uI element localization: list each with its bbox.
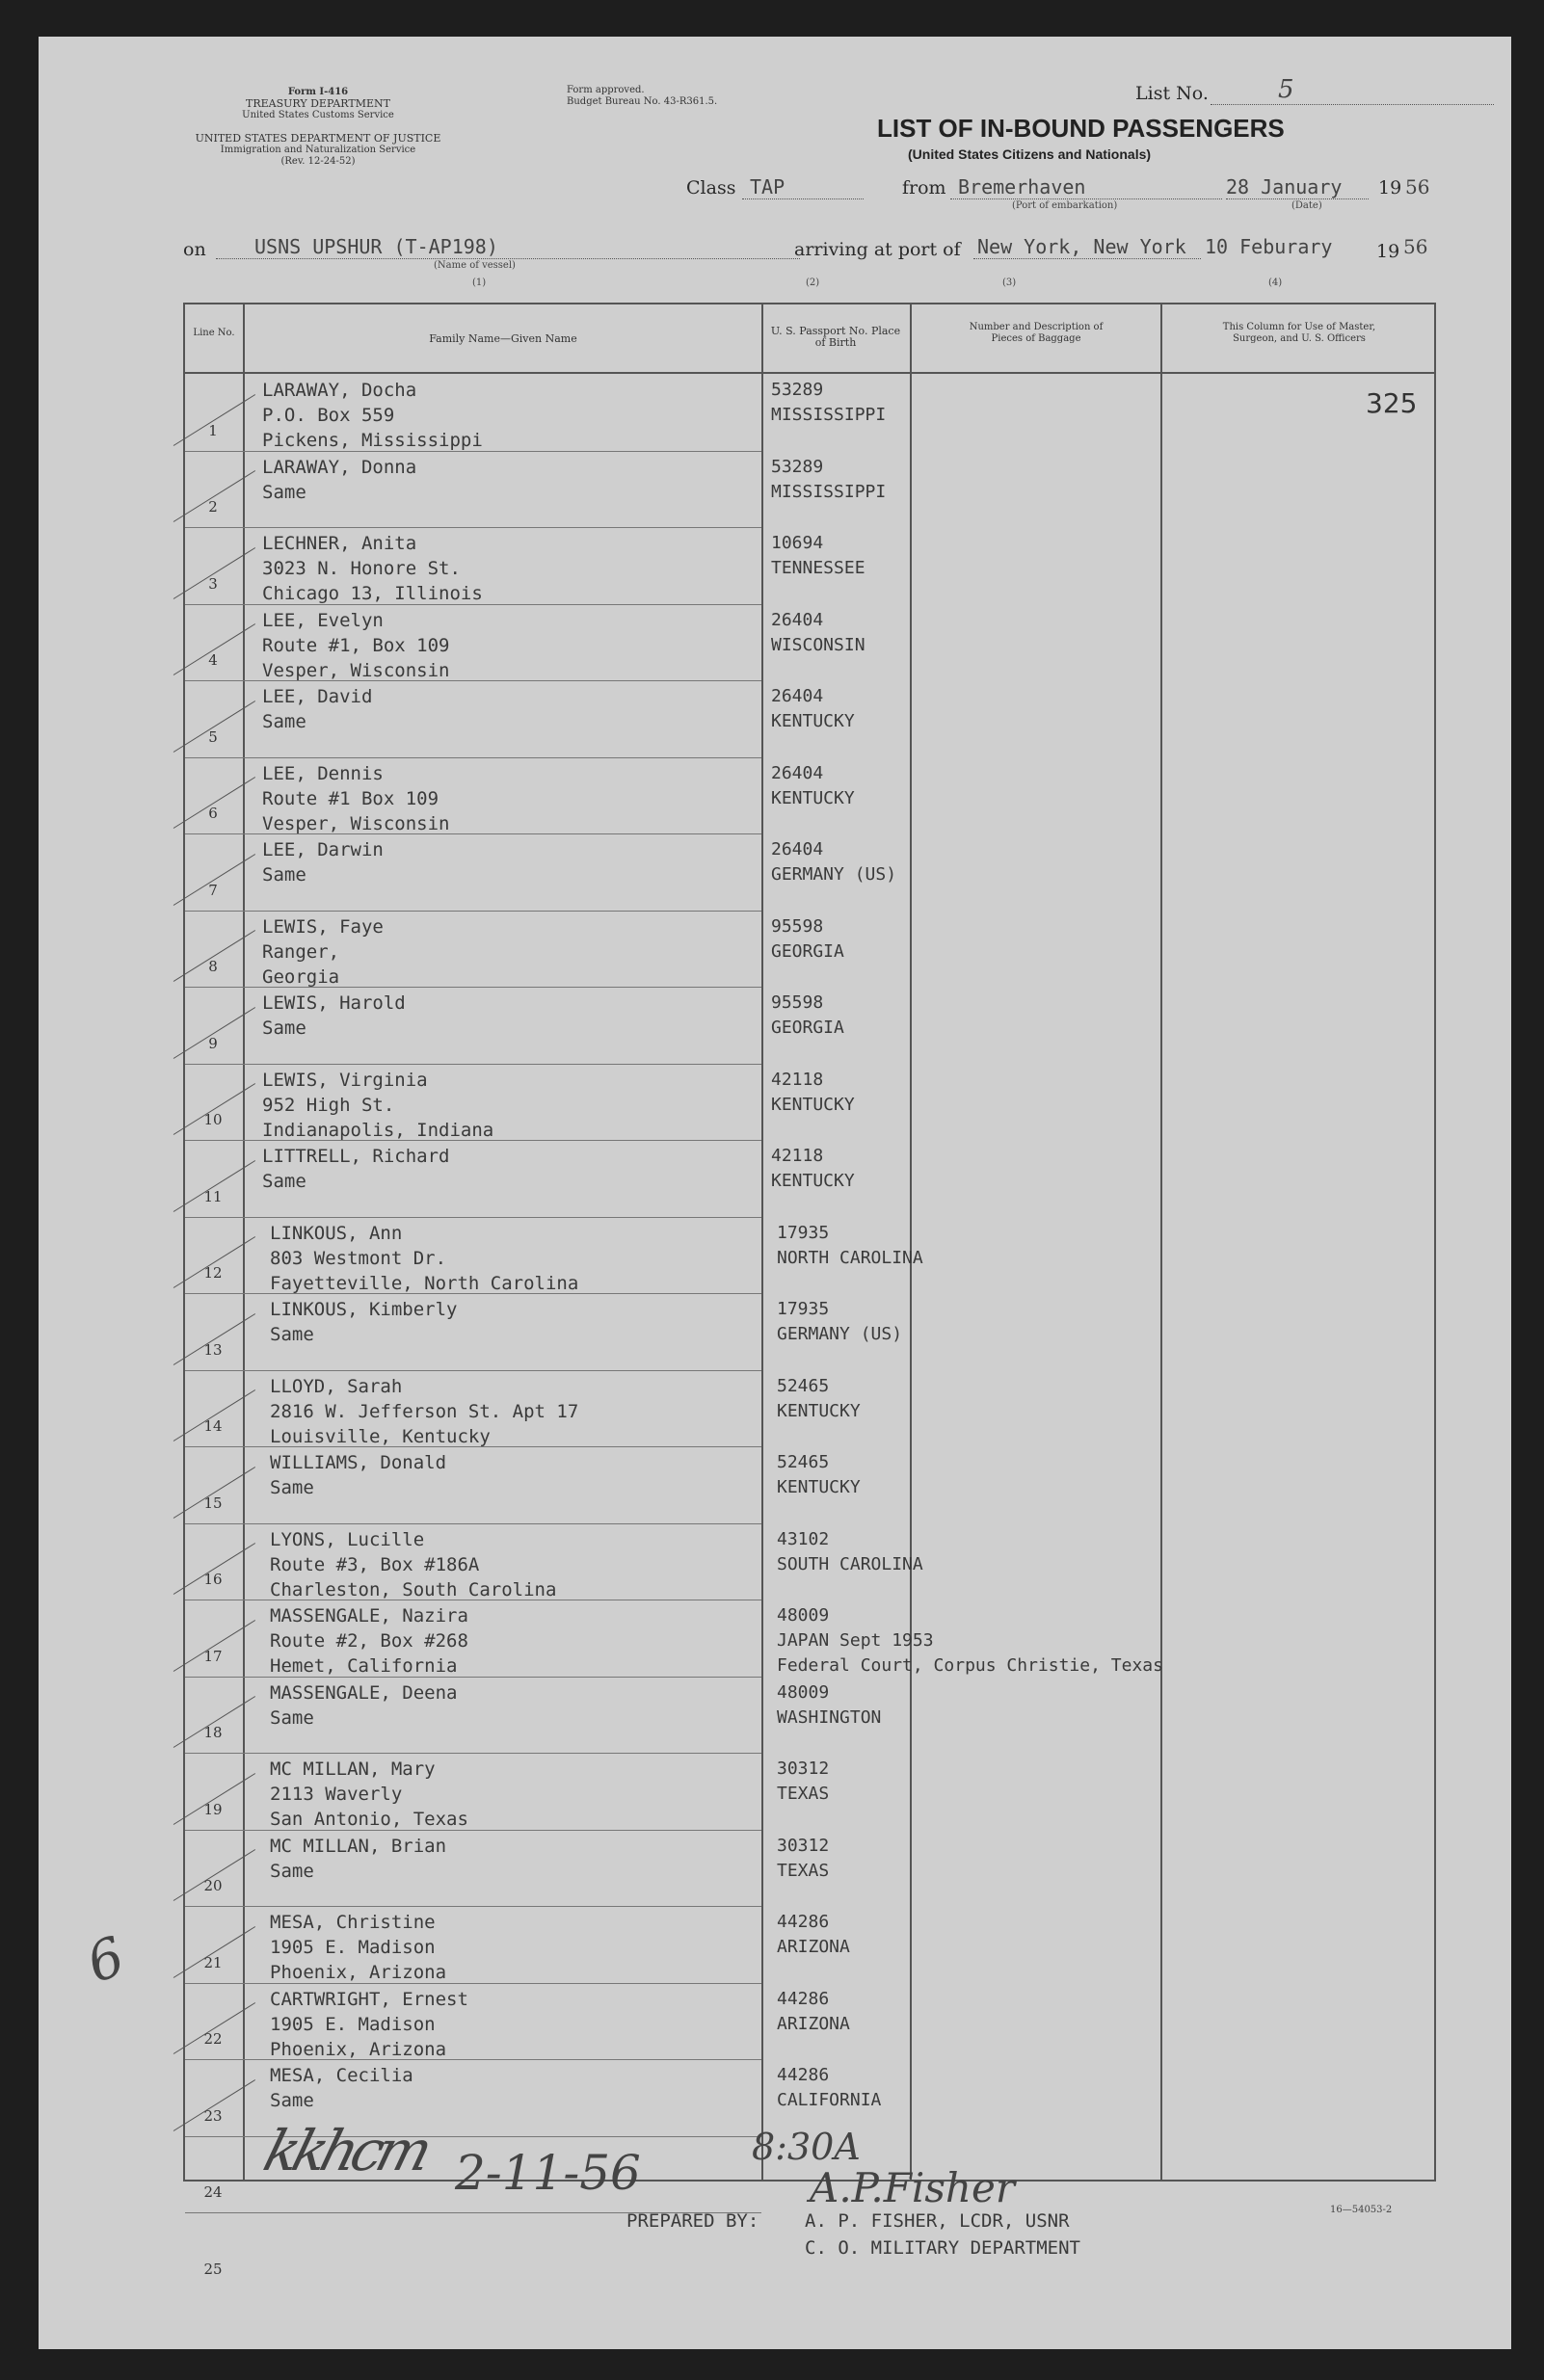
row-divider <box>185 1140 761 1141</box>
justice-header <box>173 133 463 168</box>
passport-number: 26404 <box>771 762 824 783</box>
passenger-name: LINKOUS, Kimberly <box>270 1299 458 1320</box>
caption-4: (4) <box>1268 278 1283 288</box>
passenger-address: Same <box>262 864 306 886</box>
passport-number: 26404 <box>771 609 824 630</box>
signature: A.P.Fisher <box>810 2164 1015 2211</box>
vessel-name: USNS UPSHUR (T-AP198) <box>216 235 800 259</box>
departure-year: 56 <box>1405 175 1430 198</box>
col-header-baggage: Number and Description of Pieces of Baggage <box>969 322 1104 344</box>
line-number: 16 <box>203 1571 223 1588</box>
passenger-name: WILLIAMS, Donald <box>270 1452 447 1473</box>
revision: (Rev. 12-24-52) <box>280 156 356 167</box>
passenger-address: Same <box>262 711 306 732</box>
customs-service: United States Customs Service <box>242 110 394 120</box>
row-divider <box>185 1677 761 1678</box>
row-divider <box>185 2059 761 2060</box>
handwritten-initials: kkhcm <box>256 2118 435 2183</box>
class-label: Class <box>686 177 736 198</box>
passenger-address: Same <box>262 1171 306 1192</box>
passenger-name: LEWIS, Virginia <box>262 1069 428 1091</box>
passport-number: 48009 <box>777 1605 830 1626</box>
passenger-address: Chicago 13, Illinois <box>262 583 483 604</box>
passport-number: 42118 <box>771 1146 824 1166</box>
col-header-passport: U. S. Passport No. Place of Birth <box>770 325 901 349</box>
passenger-address: Vesper, Wisconsin <box>262 812 450 834</box>
passport-number: 95598 <box>771 992 824 1013</box>
passport-number: 30312 <box>777 1835 830 1856</box>
passenger-address: 2113 Waverly <box>270 1784 403 1805</box>
place-of-birth: NORTH CAROLINA <box>777 1247 923 1268</box>
place-of-birth: TEXAS <box>777 1860 830 1881</box>
line-number: 25 <box>203 2260 223 2278</box>
caption-3: (3) <box>1002 278 1017 288</box>
passport-number: 43102 <box>777 1528 830 1549</box>
passenger-address: Same <box>270 1477 314 1498</box>
passenger-address: P.O. Box 559 <box>262 405 395 426</box>
passenger-name: LEWIS, Harold <box>262 992 406 1014</box>
passenger-name: MC MILLAN, Brian <box>270 1835 447 1857</box>
line-number: 20 <box>203 1877 223 1894</box>
passenger-name: LARAWAY, Docha <box>262 380 417 401</box>
line-number: 3 <box>208 574 218 593</box>
passenger-address: Charleston, South Carolina <box>270 1578 557 1600</box>
line-number: 5 <box>208 727 218 746</box>
arriving-label: arriving at port of <box>794 239 961 260</box>
treasury-dept: TREASURY DEPARTMENT <box>246 97 390 110</box>
passport-number: 26404 <box>771 839 824 859</box>
date-caption: (Date) <box>1291 200 1322 211</box>
passenger-address: Same <box>262 481 306 503</box>
header-divider <box>185 372 1434 374</box>
line-number: 23 <box>203 2106 223 2125</box>
caption-2: (2) <box>806 278 820 288</box>
year-prefix-2: 19 <box>1376 241 1400 262</box>
col-header-officers: This Column for Use of Master, Surgeon, and U. S. Officers <box>1222 322 1376 344</box>
line-number: 15 <box>203 1494 223 1512</box>
place-of-birth: WISCONSIN <box>771 634 865 655</box>
place-of-birth: GEORGIA <box>771 940 844 962</box>
place-of-birth: KENTUCKY <box>771 787 855 808</box>
passenger-name: MC MILLAN, Mary <box>270 1759 436 1780</box>
col-divider <box>761 304 763 2180</box>
passenger-name: LEE, David <box>262 686 373 707</box>
place-of-birth: TENNESSEE <box>771 558 865 578</box>
arrival-port: New York, New York <box>973 235 1201 259</box>
line-number: 21 <box>203 1953 223 1971</box>
line-number: 14 <box>203 1417 223 1435</box>
row-divider <box>185 1064 761 1065</box>
list-no-label: List No. <box>1135 83 1209 104</box>
line-number: 19 <box>203 1800 223 1818</box>
on-label: on <box>183 239 206 260</box>
place-of-birth: MISSISSIPPI <box>771 405 887 425</box>
passport-number: 53289 <box>771 456 824 477</box>
passport-number: 10694 <box>771 533 824 553</box>
place-of-birth: SOUTH CAROLINA <box>777 1553 923 1574</box>
ins-service: Immigration and Naturalization Service <box>220 145 416 155</box>
departure-date: 28 January <box>1226 175 1369 199</box>
passenger-address: 1905 E. Madison <box>270 1937 436 1958</box>
passenger-address: Route #2, Box #268 <box>270 1630 468 1652</box>
line-number: 17 <box>203 1647 223 1665</box>
passport-number: 17935 <box>777 1222 830 1243</box>
passenger-name: LEE, Dennis <box>262 762 384 784</box>
line-number: 22 <box>203 2030 223 2048</box>
passport-number: 42118 <box>771 1069 824 1090</box>
row-divider <box>185 1523 761 1524</box>
place-of-birth: ARIZONA <box>777 1937 850 1957</box>
passenger-address: Georgia <box>262 965 340 988</box>
row-divider <box>185 1293 761 1294</box>
passenger-address: 2816 W. Jefferson St. Apt 17 <box>270 1400 579 1422</box>
row-divider <box>185 833 761 834</box>
place-of-birth: GERMANY (US) <box>771 864 897 885</box>
caption-1: (1) <box>472 278 487 288</box>
passenger-name: LEE, Darwin <box>262 839 384 860</box>
passenger-name: MESA, Christine <box>270 1912 436 1933</box>
passport-number: 44286 <box>777 1912 830 1932</box>
place-of-birth: KENTUCKY <box>771 1094 855 1115</box>
place-of-birth: ARIZONA <box>777 2013 850 2034</box>
embarkation-caption: (Port of embarkation) <box>1012 200 1118 211</box>
passport-number: 53289 <box>771 380 824 400</box>
passenger-address: Indianapolis, Indiana <box>262 1119 494 1141</box>
passenger-address: 952 High St. <box>262 1094 395 1116</box>
line-number: 11 <box>203 1187 223 1205</box>
line-number: 6 <box>208 805 218 822</box>
passenger-list-form <box>39 37 1511 2349</box>
line-number: 4 <box>208 651 218 669</box>
row-divider <box>185 987 761 988</box>
line-number: 7 <box>208 881 218 899</box>
passenger-name: LITTRELL, Richard <box>262 1146 450 1167</box>
footer-code: 16—54053-2 <box>1330 2205 1393 2215</box>
place-of-birth: GERMANY (US) <box>777 1324 903 1344</box>
passenger-name: LEWIS, Faye <box>262 915 384 938</box>
line-number: 8 <box>208 958 218 975</box>
passport-number: 95598 <box>771 915 824 937</box>
passenger-name: LEE, Evelyn <box>262 609 384 631</box>
arrival-year: 56 <box>1403 235 1428 258</box>
place-of-birth: JAPAN Sept 1953 <box>777 1630 934 1651</box>
form-agency-header <box>173 87 463 121</box>
passenger-address: Phoenix, Arizona <box>270 2038 447 2060</box>
passenger-address: Route #3, Box #186A <box>270 1553 480 1575</box>
preparer-name: A. P. FISHER, LCDR, USNR <box>805 2210 1070 2232</box>
preparer-title: C. O. MILITARY DEPARTMENT <box>805 2237 1080 2259</box>
year-prefix: 19 <box>1378 177 1402 198</box>
row-divider <box>185 1830 761 1831</box>
row-divider <box>185 451 761 452</box>
list-no-value: 5 <box>1211 75 1494 105</box>
embarkation-port: Bremerhaven <box>950 175 1222 199</box>
passenger-name: MASSENGALE, Deena <box>270 1681 458 1704</box>
place-of-birth: KENTUCKY <box>777 1477 861 1497</box>
vessel-caption: (Name of vessel) <box>434 260 516 271</box>
officer-number: 325 <box>1366 387 1418 419</box>
passenger-name: MESA, Cecilia <box>270 2065 413 2086</box>
row-divider <box>185 1446 761 1447</box>
row-divider <box>185 527 761 528</box>
passenger-name: LYONS, Lucille <box>270 1528 425 1550</box>
line-number: 1 <box>208 421 218 439</box>
passport-number: 52465 <box>777 1375 830 1396</box>
place-of-birth: KENTUCKY <box>777 1400 861 1421</box>
page-title: LIST OF IN-BOUND PASSENGERS <box>877 114 1285 143</box>
justice-dept: UNITED STATES DEPARTMENT OF JUSTICE <box>195 132 441 145</box>
place-of-birth: GEORGIA <box>771 1018 844 1038</box>
passport-number: 30312 <box>777 1759 830 1779</box>
passenger-address: Same <box>270 2090 314 2111</box>
row-divider <box>185 1217 761 1218</box>
from-label: from <box>902 177 946 198</box>
col-divider <box>1160 304 1162 2180</box>
form-number: Form I-416 <box>287 87 349 97</box>
line-number: 9 <box>208 1034 218 1052</box>
passenger-name: LARAWAY, Donna <box>262 456 417 478</box>
passport-number: 48009 <box>777 1681 830 1703</box>
handwritten-date: 2-11-56 <box>455 2145 641 2201</box>
handwritten-time: 8:30A <box>752 2126 861 2168</box>
passenger-name: MASSENGALE, Nazira <box>270 1605 468 1626</box>
passenger-name: LINKOUS, Ann <box>270 1222 403 1244</box>
margin-mark: 6 <box>78 1924 133 1997</box>
passenger-address: San Antonio, Texas <box>270 1809 468 1830</box>
passenger-address: Same <box>262 1018 306 1039</box>
line-number: 13 <box>203 1340 223 1359</box>
col-header-name: Family Name—Given Name <box>429 332 577 345</box>
passenger-address: Vesper, Wisconsin <box>262 659 450 681</box>
passport-number: 44286 <box>777 1988 830 2009</box>
passenger-address: 1905 E. Madison <box>270 2013 436 2035</box>
place-of-birth: CALIFORNIA <box>777 2090 882 2110</box>
passenger-name: LECHNER, Anita <box>262 533 417 554</box>
line-number: 10 <box>203 1111 223 1128</box>
row-divider <box>185 1370 761 1371</box>
passport-number: 52465 <box>777 1452 830 1472</box>
passenger-address: Pickens, Mississippi <box>262 430 483 451</box>
passenger-address: Same <box>270 1324 314 1345</box>
place-of-birth: KENTUCKY <box>771 1171 855 1191</box>
prepared-by-label: PREPARED BY: <box>626 2210 759 2232</box>
row-divider <box>185 757 761 758</box>
passenger-address: Phoenix, Arizona <box>270 1962 447 1983</box>
line-number: 2 <box>208 498 218 516</box>
passenger-address: Same <box>270 1860 314 1882</box>
place-of-birth: Federal Court, Corpus Christie, Texas <box>777 1655 1163 1676</box>
passenger-address: Ranger, <box>262 940 340 963</box>
line-number: 24 <box>203 2183 223 2201</box>
place-of-birth: KENTUCKY <box>771 711 855 731</box>
passenger-address: Same <box>270 1706 314 1729</box>
arrival-date: 10 Feburary <box>1205 235 1333 258</box>
budget-approval: Form approved. Budget Bureau No. 43-R361.5. <box>567 85 718 107</box>
line-number: 12 <box>203 1264 223 1282</box>
place-of-birth: TEXAS <box>777 1784 830 1804</box>
passport-number: 26404 <box>771 686 824 706</box>
passport-number: 44286 <box>777 2065 830 2085</box>
passenger-address: Route #1 Box 109 <box>262 787 439 809</box>
passenger-address: Louisville, Kentucky <box>270 1425 491 1447</box>
passenger-name: LLOYD, Sarah <box>270 1375 403 1397</box>
row-divider <box>185 911 761 912</box>
row-divider <box>185 604 761 605</box>
row-divider <box>185 1753 761 1754</box>
passenger-address: Hemet, California <box>270 1655 458 1677</box>
passenger-address: Route #1, Box 109 <box>262 634 450 656</box>
place-of-birth: WASHINGTON <box>777 1706 882 1728</box>
passenger-address: 803 Westmont Dr. <box>270 1247 447 1269</box>
class-value: TAP <box>742 175 864 199</box>
row-divider <box>185 1983 761 1984</box>
place-of-birth: MISSISSIPPI <box>771 481 887 502</box>
passenger-address: Fayetteville, North Carolina <box>270 1272 579 1294</box>
passenger-address: 3023 N. Honore St. <box>262 558 461 579</box>
col-header-line: Line No. <box>193 328 235 338</box>
passenger-name: CARTWRIGHT, Ernest <box>270 1988 468 2010</box>
line-number: 18 <box>203 1724 223 1741</box>
row-divider <box>185 1906 761 1907</box>
passport-number: 17935 <box>777 1299 830 1319</box>
row-divider <box>185 680 761 681</box>
page-subtitle: (United States Citizens and Nationals) <box>908 146 1152 162</box>
col-divider <box>910 304 912 2180</box>
